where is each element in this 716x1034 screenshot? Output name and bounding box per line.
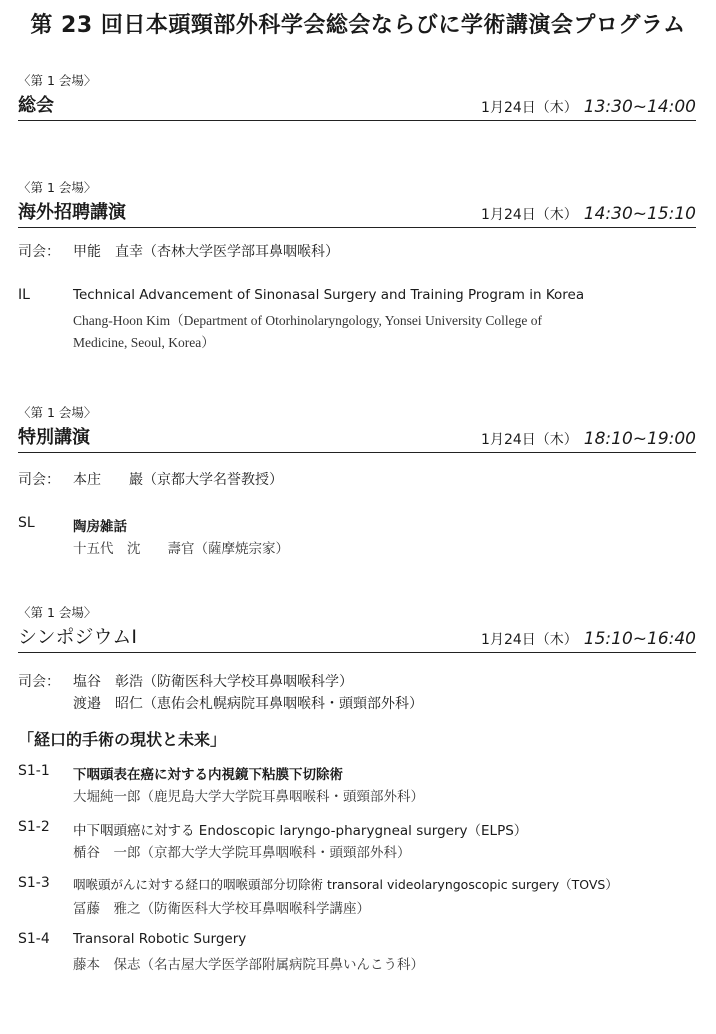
- venue-label: 〈第 1 会場〉: [18, 605, 97, 620]
- session-header: [18, 199, 696, 228]
- talk-speaker: Chang-Hoon Kim（Department of Otorhinolaryngology, Yonsei University College of: [73, 313, 542, 328]
- talk-code: IL: [18, 287, 30, 303]
- session-time: 13:30~14:00: [583, 97, 696, 117]
- session-time: 14:30~15:10: [583, 204, 696, 224]
- session-special-lecture: [18, 404, 696, 559]
- session-general-meeting: [18, 72, 696, 121]
- session-title: 海外招聘講演: [18, 202, 126, 223]
- session-title: シンポジウムⅠ: [18, 626, 137, 648]
- talk-title: Technical Advancement of Sinonasal Surgery and Training Program in Korea: [73, 287, 585, 303]
- talk-code: S1-1: [18, 763, 50, 779]
- talk-item: [18, 875, 696, 919]
- chair-name: 渡邉 昭仁（恵佑会札幌病院耳鼻咽喉科・頭頸部外科）: [73, 696, 423, 712]
- venue-label: 〈第 1 会場〉: [18, 180, 97, 195]
- talk-item: [18, 287, 696, 359]
- talk-speaker: 大堀純一郎（鹿児島大学大学院耳鼻咽喉科・頭頸部外科）: [73, 789, 424, 804]
- session-symposium-1: [18, 604, 696, 975]
- session-time: 15:10~16:40: [583, 629, 696, 649]
- talk-speaker: 冨藤 雅之（防衛医科大学校耳鼻咽喉科学講座）: [73, 901, 370, 916]
- talk-title: Transoral Robotic Surgery: [73, 931, 247, 947]
- chair-name: 本庄 巖（京都大学名誉教授）: [73, 472, 283, 488]
- talk-title: 陶房雑話: [73, 519, 127, 535]
- talk-code: SL: [18, 515, 35, 531]
- chair-label: 司会：: [18, 674, 60, 690]
- session-datetime: [481, 429, 696, 449]
- talk-code: S1-2: [18, 819, 50, 835]
- chair-name: 塩谷 彰浩（防衛医科大学校耳鼻咽喉科学）: [73, 674, 353, 690]
- chair-label: 司会：: [18, 472, 60, 488]
- session-date: 1月24日（木）: [481, 632, 578, 648]
- session-date: 1月24日（木）: [481, 100, 578, 116]
- chair-row: [18, 469, 696, 489]
- talk-speaker: 十五代 沈 壽官（薩摩焼宗家）: [73, 541, 289, 556]
- chair-label: 司会：: [18, 244, 60, 260]
- talk-speaker: 楯谷 一郎（京都大学大学院耳鼻咽喉科・頭頸部外科）: [73, 845, 411, 860]
- talk-item: [18, 931, 696, 975]
- chair-row: [18, 671, 696, 715]
- venue-label: 〈第 1 会場〉: [18, 405, 97, 420]
- page-title: 第 23 回日本頭頸部外科学会総会ならびに学術講演会プログラム: [30, 13, 686, 38]
- session-header: [18, 424, 696, 453]
- talk-code: S1-3: [18, 875, 50, 891]
- talk-speaker: 藤本 保志（名古屋大学医学部附属病院耳鼻いんこう科）: [73, 957, 424, 972]
- symposium-theme: 「経口的手術の現状と未来」: [18, 732, 227, 749]
- session-invited-lecture: [18, 179, 696, 359]
- talk-item: [18, 819, 696, 863]
- chair-name: 甲能 直幸（杏林大学医学部耳鼻咽喉科）: [73, 244, 339, 260]
- talk-item: [18, 515, 696, 559]
- talk-title: 中下咽頭癌に対する Endoscopic laryngo-pharygneal surgery（ELPS）: [73, 823, 528, 839]
- talk-item: [18, 763, 696, 807]
- talk-speaker-cont: Medicine, Seoul, Korea）: [73, 335, 215, 350]
- session-header: [18, 624, 696, 653]
- session-date: 1月24日（木）: [481, 432, 578, 448]
- chair-row: [18, 241, 696, 261]
- talk-title: 咽喉頭がんに対する経口的咽喉頭部分切除術 transoral videolaryngoscopic surgery（TOVS）: [73, 877, 618, 892]
- venue-label: 〈第 1 会場〉: [18, 73, 97, 88]
- session-date: 1月24日（木）: [481, 207, 578, 223]
- session-time: 18:10~19:00: [583, 429, 696, 449]
- session-datetime: [481, 629, 696, 649]
- session-datetime: [481, 97, 696, 117]
- session-datetime: [481, 204, 696, 224]
- session-header: [18, 92, 696, 121]
- talk-code: S1-4: [18, 931, 50, 947]
- session-title: 特別講演: [18, 427, 90, 448]
- session-title: 総会: [18, 95, 54, 116]
- talk-title: 下咽頭表在癌に対する内視鏡下粘膜下切除術: [73, 767, 343, 783]
